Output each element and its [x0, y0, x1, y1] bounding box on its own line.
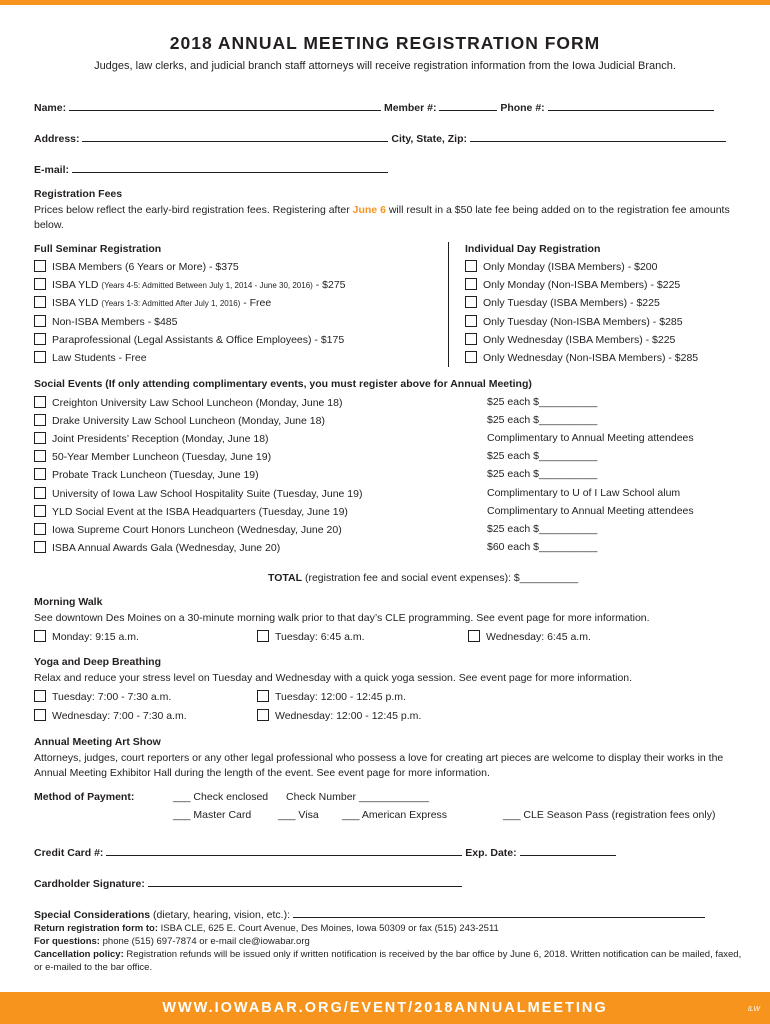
phone-field[interactable]	[548, 101, 714, 111]
social-event-price: Complimentary to Annual Meeting attendees	[487, 504, 694, 517]
social-event-option[interactable]: 50-Year Member Luncheon (Tuesday, June 19)	[34, 450, 271, 463]
special-text: (dietary, hearing, vision, etc.):	[150, 909, 290, 921]
column-divider	[448, 242, 449, 367]
yoga-option-wed-pm[interactable]: Wednesday: 12:00 - 12:45 p.m.	[257, 709, 421, 722]
social-event-price: Complimentary to U of I Law School alum	[487, 486, 681, 499]
exp-date-field[interactable]	[520, 846, 616, 856]
credit-card-field[interactable]	[106, 846, 462, 856]
social-event-price: $25 each $__________	[487, 414, 598, 427]
return-info: Return registration form to: ISBA CLE, 625 E. Court Avenue, Des Moines, Iowa 50309 or fax (515) 243-2511	[34, 923, 499, 934]
payment-master-card[interactable]: ___ Master Card	[173, 809, 252, 821]
walk-option-monday[interactable]: Monday: 9:15 a.m.	[34, 630, 139, 643]
checkbox[interactable]	[34, 505, 46, 517]
total-row	[268, 572, 578, 584]
fees-text: Prices below reflect the early-bird registration fees. Registering after June 6 will result in a $50 late fee being added on to the registration fee amounts below.	[34, 204, 730, 231]
exp-date-label: Exp. Date:	[465, 847, 517, 859]
social-event-option[interactable]: Probate Track Luncheon (Tuesday, June 19)	[34, 468, 259, 481]
questions-info: For questions: phone (515) 697-7874 or e-mail cle@iowabar.org	[34, 936, 310, 947]
full-seminar-heading: Full Seminar Registration	[34, 243, 162, 255]
payment-heading: Method of Payment:	[34, 791, 135, 803]
footer-bar	[0, 992, 770, 1024]
total-text: (registration fee and social event expenses): $__________	[302, 572, 579, 584]
cancellation-policy: Cancellation policy: Registration refunds will be issued only if written notification is received by the bar office by June 6, 2018. Written notification can be mailed, faxed, or e-mailed to the bar office.	[34, 949, 742, 973]
signature-label: Cardholder Signature:	[34, 878, 145, 890]
social-event-price: Complimentary to Annual Meeting attendees	[487, 432, 694, 445]
checkbox[interactable]	[465, 351, 477, 363]
individual-day-option[interactable]: Only Tuesday (Non-ISBA Members) - $285	[465, 315, 683, 328]
checkbox[interactable]	[465, 260, 477, 272]
social-event-option[interactable]: YLD Social Event at the ISBA Headquarters (Tuesday, June 19)	[34, 505, 348, 518]
checkbox[interactable]	[34, 432, 46, 444]
payment-check-number[interactable]: Check Number ____________	[286, 791, 430, 803]
checkbox[interactable]	[34, 468, 46, 480]
yoga-option-tue-am[interactable]: Tuesday: 7:00 - 7:30 a.m.	[34, 690, 171, 703]
art-text: Attorneys, judges, court reporters or any other legal professional who possess a love for creating art pieces are welcome to display their works in the Annual Meeting Exhibitor Hall during the length of the event. See event page for more information.	[34, 752, 724, 779]
yoga-option-tue-pm[interactable]: Tuesday: 12:00 - 12:45 p.m.	[257, 690, 406, 703]
individual-day-option[interactable]: Only Wednesday (Non-ISBA Members) - $285	[465, 351, 698, 364]
payment-cle-season-pass[interactable]: ___ CLE Season Pass (registration fees only)	[503, 809, 716, 821]
social-event-option[interactable]: Drake University Law School Luncheon (Monday, June 18)	[34, 414, 325, 427]
full-seminar-option[interactable]: Non-ISBA Members - $485	[34, 315, 177, 328]
payment-american-express[interactable]: ___ American Express	[342, 809, 448, 821]
social-event-price: $25 each $__________	[487, 468, 598, 481]
phone-label: Phone #:	[500, 102, 545, 114]
member-label: Member #:	[383, 102, 437, 114]
social-event-option[interactable]: ISBA Annual Awards Gala (Wednesday, June 20)	[34, 541, 280, 554]
checkbox[interactable]	[34, 414, 46, 426]
address-field[interactable]	[82, 132, 388, 142]
checkbox[interactable]	[34, 315, 46, 327]
email-label: E-mail:	[34, 164, 70, 176]
name-row	[34, 101, 714, 114]
social-event-price: $25 each $__________	[487, 450, 598, 463]
individual-day-option[interactable]: Only Monday (Non-ISBA Members) - $225	[465, 278, 680, 291]
social-event-option[interactable]: Iowa Supreme Court Honors Luncheon (Wednesday, June 20)	[34, 523, 342, 536]
fees-heading: Registration Fees	[34, 188, 123, 200]
address-row	[34, 132, 726, 145]
payment-check[interactable]: ___ Check enclosed	[173, 791, 269, 803]
address-label: Address:	[34, 133, 80, 145]
yoga-option-wed-am[interactable]: Wednesday: 7:00 - 7:30 a.m.	[34, 709, 187, 722]
form-subtitle: Judges, law clerks, and judicial branch staff attorneys will receive registration information from the Iowa Judicial Branch.	[94, 60, 676, 72]
member-field[interactable]	[439, 101, 497, 111]
email-row	[34, 163, 388, 176]
walk-heading: Morning Walk	[34, 596, 103, 608]
yoga-text: Relax and reduce your stress level on Tuesday and Wednesday with a quick yoga session. See event page for more information.	[34, 672, 633, 684]
checkbox[interactable]	[34, 630, 46, 642]
event-url[interactable]: WWW.IOWABAR.ORG/EVENT/2018ANNUALMEETING	[162, 1000, 608, 1016]
full-seminar-option[interactable]: ISBA YLD (Years 4-5: Admitted Between July 1, 2014 - June 30, 2016) - $275	[34, 278, 346, 291]
checkbox[interactable]	[34, 296, 46, 308]
walk-option-wednesday[interactable]: Wednesday: 6:45 a.m.	[468, 630, 591, 643]
special-row	[34, 908, 705, 921]
checkbox[interactable]	[34, 278, 46, 290]
checkbox[interactable]	[34, 523, 46, 535]
checkbox[interactable]	[468, 630, 480, 642]
top-accent-bar	[0, 0, 770, 5]
social-event-price: $25 each $__________	[487, 396, 598, 408]
individual-day-option[interactable]: Only Monday (ISBA Members) - $200	[465, 260, 658, 273]
individual-day-heading: Individual Day Registration	[465, 243, 601, 255]
social-event-option[interactable]: Joint Presidents’ Reception (Monday, June 18)	[34, 432, 269, 445]
individual-day-option[interactable]: Only Tuesday (ISBA Members) - $225	[465, 296, 660, 309]
signature-field[interactable]	[148, 877, 462, 887]
email-field[interactable]	[72, 163, 388, 173]
payment-visa[interactable]: ___ Visa	[278, 809, 319, 821]
name-field[interactable]	[69, 101, 381, 111]
checkbox[interactable]	[34, 690, 46, 702]
name-label: Name:	[34, 102, 67, 114]
city-field[interactable]	[470, 132, 726, 142]
checkbox[interactable]	[465, 278, 477, 290]
checkbox[interactable]	[257, 690, 269, 702]
checkbox[interactable]	[34, 396, 46, 408]
checkbox[interactable]	[34, 450, 46, 462]
full-seminar-option[interactable]: ISBA Members (6 Years or More) - $375	[34, 260, 239, 273]
walk-option-tuesday[interactable]: Tuesday: 6:45 a.m.	[257, 630, 365, 643]
checkbox[interactable]	[34, 333, 46, 345]
full-seminar-option[interactable]: ISBA YLD (Years 1-3: Admitted After July 1, 2016) - Free	[34, 296, 271, 309]
form-title: 2018 ANNUAL MEETING REGISTRATION FORM	[169, 33, 601, 53]
full-seminar-option[interactable]: Paraprofessional (Legal Assistants & Office Employees) - $175	[34, 333, 344, 346]
signature-row	[34, 877, 462, 890]
social-event-price: $25 each $__________	[487, 522, 598, 535]
full-seminar-option[interactable]: Law Students - Free	[34, 351, 147, 364]
social-heading: Social Events (If only attending complimentary events, you must register above for Annual Meeting)	[34, 378, 532, 390]
checkbox[interactable]	[465, 333, 477, 345]
city-label: City, State, Zip:	[391, 133, 468, 145]
credit-card-label: Credit Card #:	[34, 847, 104, 859]
social-event-option[interactable]: University of Iowa Law School Hospitality Suite (Tuesday, June 19)	[34, 487, 362, 500]
checkbox[interactable]	[34, 541, 46, 553]
late-fee-date: June 6	[352, 204, 386, 216]
social-event-price: $60 each $__________	[487, 540, 598, 553]
social-event-option[interactable]: Creighton University Law School Luncheon (Monday, June 18)	[34, 396, 342, 409]
checkbox[interactable]	[34, 260, 46, 272]
footer-tag: ILW	[747, 1006, 760, 1013]
checkbox[interactable]	[257, 709, 269, 721]
special-field[interactable]	[293, 908, 705, 918]
checkbox[interactable]	[465, 296, 477, 308]
art-heading: Annual Meeting Art Show	[34, 736, 161, 748]
total-label: TOTAL	[268, 572, 303, 584]
yoga-heading: Yoga and Deep Breathing	[34, 656, 161, 668]
checkbox[interactable]	[257, 630, 269, 642]
credit-card-row	[34, 846, 616, 859]
checkbox[interactable]	[34, 487, 46, 499]
special-label: Special Considerations	[34, 909, 151, 921]
checkbox[interactable]	[34, 709, 46, 721]
walk-text: See downtown Des Moines on a 30-minute morning walk prior to that day’s CLE programming. See event page for more information.	[34, 612, 650, 624]
individual-day-option[interactable]: Only Wednesday (ISBA Members) - $225	[465, 333, 675, 346]
checkbox[interactable]	[465, 315, 477, 327]
checkbox[interactable]	[34, 351, 46, 363]
